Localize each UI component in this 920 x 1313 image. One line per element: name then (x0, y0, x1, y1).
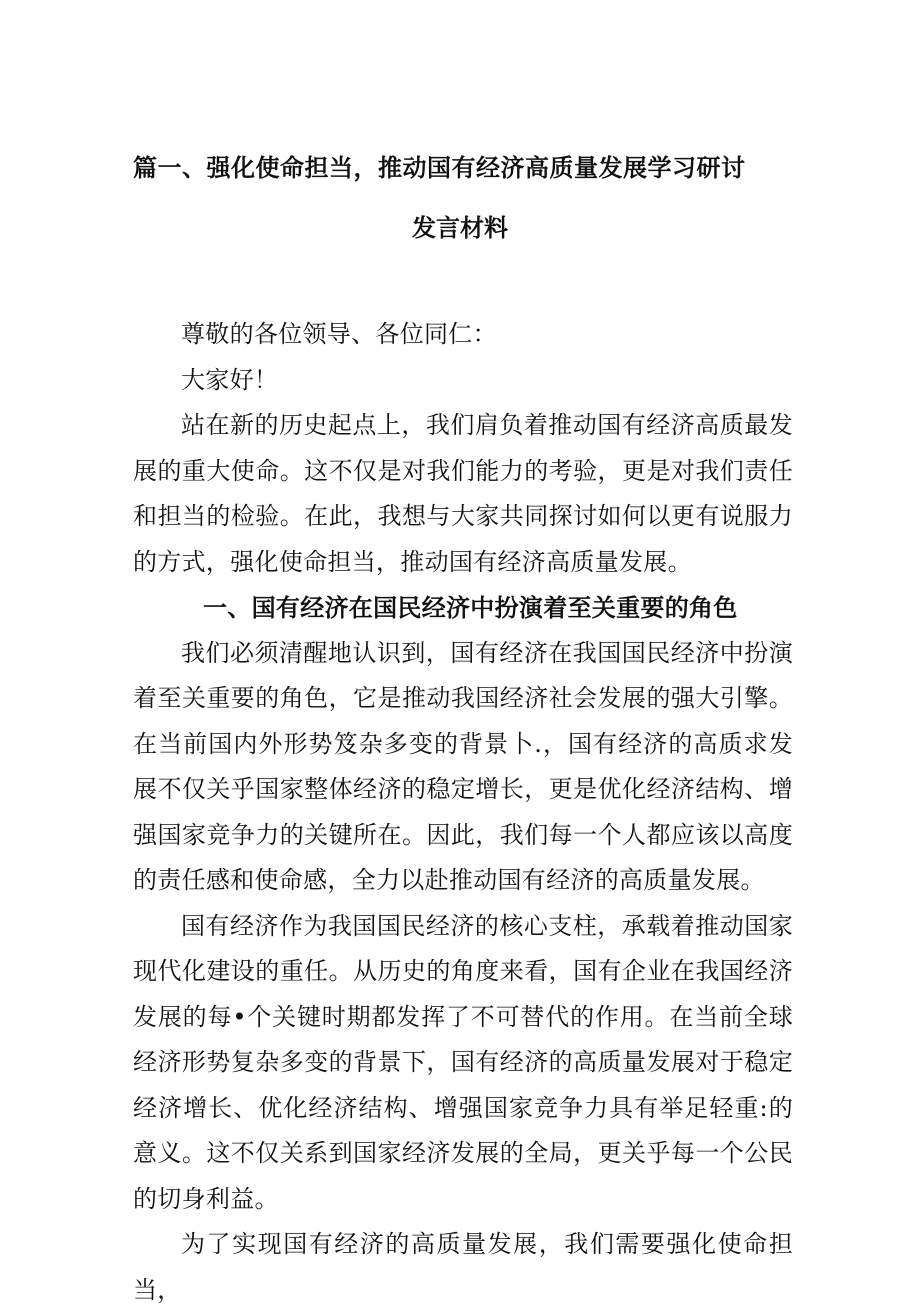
intro-paragraph: 站在新的历史起点上，我们肩负着推动国有经济高质最发展的重大使命。这不仅是对我们能力的考验，更是对我们责任和担当的检验。在此，我想与大家共同探讨如何以更有说服力的方式，强化使命担当，推动国有经济高质量发展。 (133, 411, 793, 576)
section-heading-1: 一、国有经济在国民经济中扮演着至关重要的角色 (203, 593, 738, 622)
document-body (133, 312, 793, 1313)
document-title: 篇一、强化使命担当，推动国有经济高质量发展学习研讨 (133, 153, 746, 182)
section-1-paragraph-3: 为了实现国有经济的高质量发展，我们需要强化使命担当， (133, 1230, 793, 1304)
salutation: 尊敬的各位领导、各位同仁： (181, 320, 497, 348)
section-1-paragraph-2: 国有经济作为我国国民经济的核心支柱，承载着推动国家现代化建设的重任。从历史的角度来看，国有企业在我国经济发展的每•个关键时期都发挥了不可替代的作用。在当前全球经济形势复杂多变的背景下，国有经济的高质量发展对于稳定经济增长、优化经济结构、增强国家竞争力具有举足轻重:的意义。这不仅关系到国家经济发展的全局，更关乎每一个公民的切身利益。 (133, 911, 793, 1213)
greeting: 大家好！ (181, 365, 279, 394)
document-title-continuation: 发言材料 (412, 213, 508, 242)
section-1-paragraph-1: 我们必须清醒地认识到，国有经济在我国国民经济中扮演着至关重要的角色，它是推动我国经济社会发展的强大引擎。在当前国内外形势笈杂多变的背景卜.，国有经济的高质求发展不仅关乎国家整体经济的稳定增长，更是优化经济结构、增强国家竞争力的关键所在。因此，我们每一个人都应该以高度的责任感和使命感，全力以赴推动国有经济的高质量发展。 (133, 638, 793, 894)
